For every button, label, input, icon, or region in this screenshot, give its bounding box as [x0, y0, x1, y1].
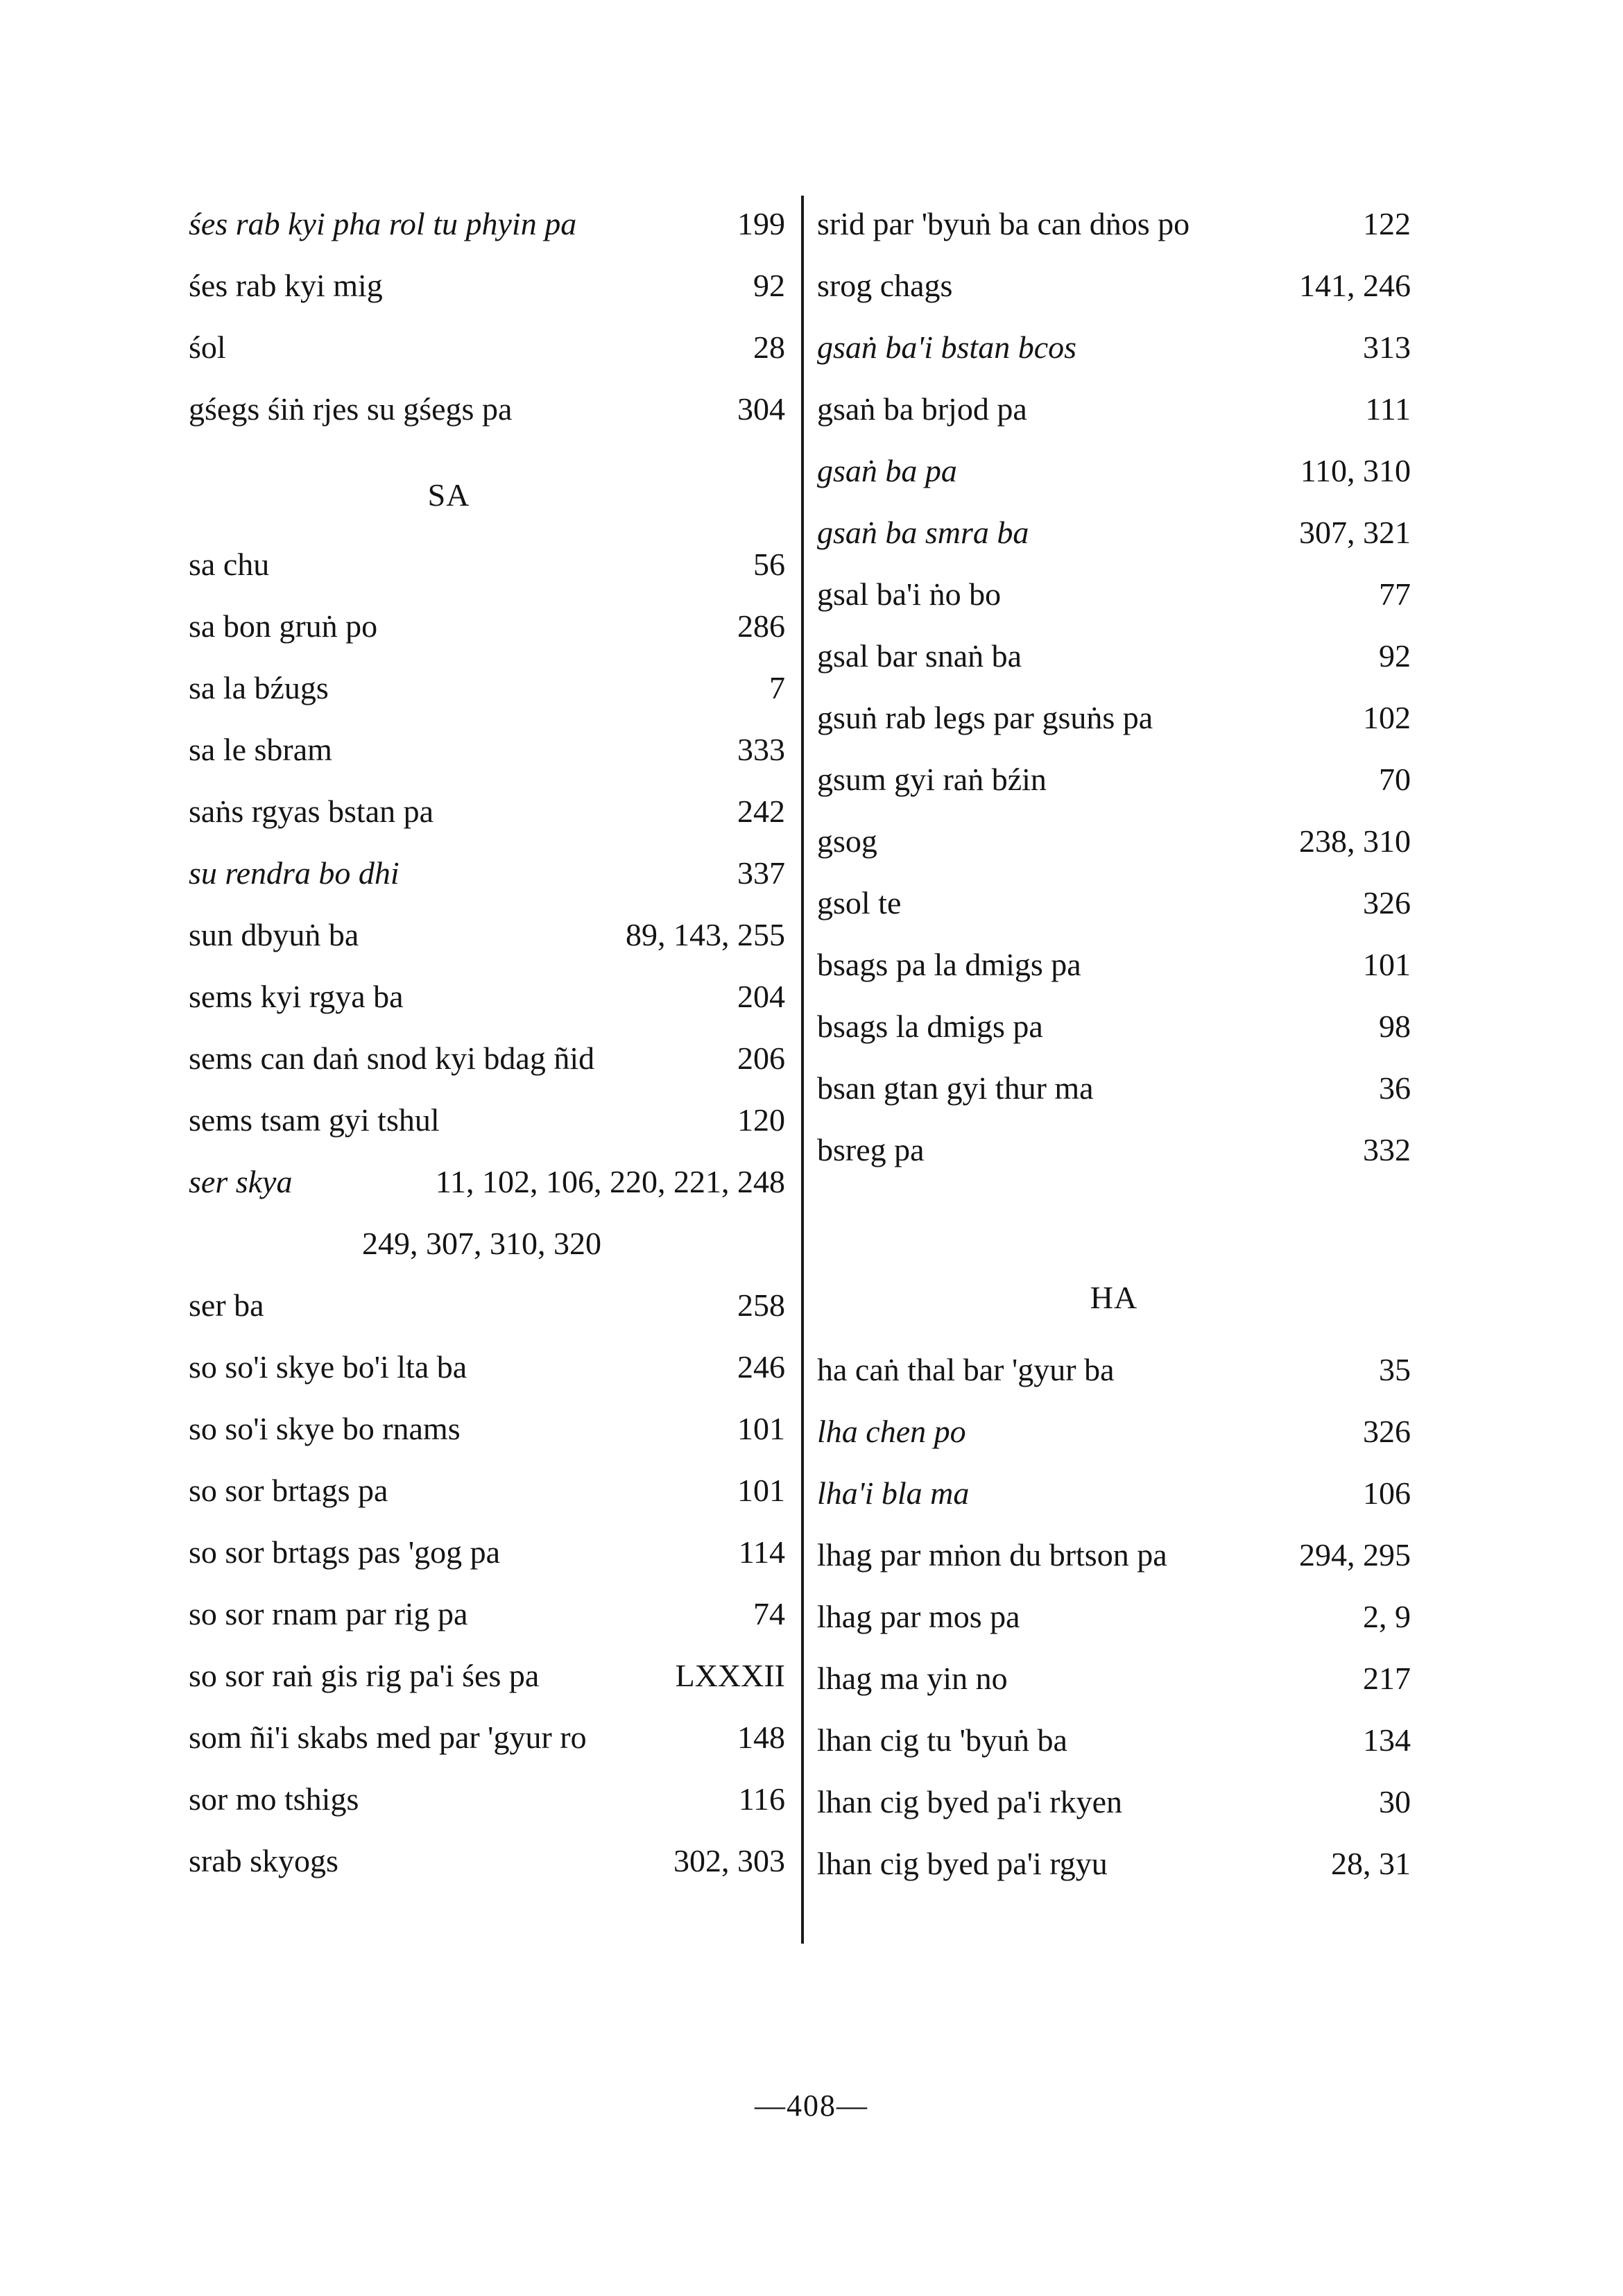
- index-entry: [189, 657, 785, 719]
- index-term: gsog: [817, 823, 877, 859]
- index-pages: 286: [737, 608, 785, 644]
- index-term: ser skya: [189, 1164, 293, 1199]
- index-term: so sor rnam par rig pa: [189, 1596, 468, 1631]
- index-entry: [817, 1400, 1411, 1462]
- index-pages: 114: [738, 1534, 785, 1570]
- left-top-entries: [189, 193, 785, 440]
- index-pages: 106: [1363, 1475, 1411, 1511]
- index-pages: 238, 310: [1299, 823, 1411, 859]
- index-pages: 56: [753, 547, 785, 582]
- index-pages: 258: [737, 1287, 785, 1323]
- index-pages: 337: [737, 855, 785, 891]
- index-pages: LXXXII: [675, 1658, 785, 1693]
- index-entry: [817, 563, 1411, 625]
- index-pages: 2, 9: [1363, 1599, 1411, 1634]
- index-entry: [189, 1089, 785, 1151]
- index-term: gsal bar snaṅ ba: [817, 638, 1022, 674]
- index-entry: [189, 1336, 785, 1398]
- index-pages: 204: [737, 979, 785, 1014]
- index-entry: [817, 255, 1411, 316]
- index-entry: [817, 1586, 1411, 1647]
- index-pages: 102: [1363, 700, 1411, 735]
- index-pages: 111: [1365, 391, 1411, 427]
- index-term: lha'i bla ma: [817, 1475, 970, 1511]
- index-term: som ñi'i skabs med par 'gyur ro: [189, 1720, 587, 1755]
- index-pages: 74: [753, 1596, 785, 1631]
- index-entry: [189, 966, 785, 1027]
- index-term: bsreg pa: [817, 1132, 925, 1167]
- index-entry: [189, 1398, 785, 1459]
- index-entry: [189, 1521, 785, 1583]
- left-column: [189, 193, 785, 1892]
- index-pages: 333: [737, 732, 785, 767]
- index-term: lhag ma yin no: [817, 1661, 1008, 1696]
- index-entry: [189, 842, 785, 904]
- right-top-entries: [817, 193, 1411, 1181]
- index-entry: [189, 533, 785, 595]
- index-term: so so'i skye bo'i lta ba: [189, 1349, 467, 1385]
- index-entry: [817, 1647, 1411, 1709]
- index-pages: 246: [737, 1349, 785, 1385]
- index-pages: 92: [753, 268, 785, 303]
- index-entry: [817, 1339, 1411, 1400]
- index-pages: 313: [1363, 329, 1411, 365]
- index-pages: 28: [753, 329, 785, 365]
- index-term: gsaṅ ba brjod pa: [817, 391, 1027, 427]
- index-pages: 217: [1363, 1661, 1411, 1696]
- index-entry: [189, 780, 785, 842]
- index-term: lhag par mṅon du brtson pa: [817, 1537, 1167, 1573]
- index-pages: 307, 321: [1299, 515, 1411, 550]
- index-entry: [817, 687, 1411, 748]
- index-term: ser ba: [189, 1287, 264, 1323]
- index-entry: [189, 595, 785, 657]
- index-term: bsags pa la dmigs pa: [817, 947, 1081, 982]
- index-pages: 326: [1363, 1414, 1411, 1449]
- index-term: gsum gyi raṅ bźin: [817, 762, 1047, 797]
- index-term: bsags la dmigs pa: [817, 1009, 1043, 1044]
- index-pages: 141, 246: [1299, 268, 1411, 303]
- index-entry: [817, 440, 1411, 502]
- index-term: gsuṅ rab legs par gsuṅs pa: [817, 700, 1153, 735]
- index-term: srog chags: [817, 268, 953, 303]
- index-pages: 35: [1379, 1352, 1411, 1387]
- index-entry: [817, 625, 1411, 687]
- index-term: srab skyogs: [189, 1843, 338, 1878]
- section-heading-sa: SA: [427, 477, 470, 513]
- index-entry: [189, 193, 785, 255]
- index-entry: [817, 1462, 1411, 1524]
- index-pages: 206: [737, 1040, 785, 1076]
- index-term: sems can daṅ snod kyi bdag ñid: [189, 1040, 595, 1076]
- index-pages: 304: [737, 391, 785, 427]
- right-column: [817, 193, 1411, 1894]
- index-pages: 7: [769, 670, 785, 705]
- sa-entries: [189, 533, 785, 1151]
- column-divider: [801, 196, 804, 1944]
- index-entry: [817, 1524, 1411, 1586]
- index-term: sor mo tshigs: [189, 1781, 359, 1817]
- index-entry: [817, 810, 1411, 872]
- index-term: lhan cig byed pa'i rgyu: [817, 1846, 1108, 1881]
- index-entry: [189, 1459, 785, 1521]
- page-number: —408—: [755, 2089, 868, 2123]
- index-entry: [817, 1833, 1411, 1894]
- index-term: śes rab kyi pha rol tu phyin pa: [189, 206, 577, 241]
- index-entry: [817, 748, 1411, 810]
- index-pages: 134: [1363, 1722, 1411, 1758]
- left-more-entries: [189, 1274, 785, 1892]
- index-pages: 110, 310: [1300, 453, 1411, 488]
- index-entry: [189, 1768, 785, 1830]
- index-pages: 30: [1379, 1784, 1411, 1819]
- index-entry: [189, 255, 785, 316]
- index-entry: [189, 1830, 785, 1892]
- index-term: ha caṅ thal bar 'gyur ba: [817, 1352, 1115, 1387]
- index-term: so sor raṅ gis rig pa'i śes pa: [189, 1658, 540, 1693]
- index-entry: [189, 1583, 785, 1645]
- index-pages: 116: [738, 1781, 785, 1817]
- index-pages: 326: [1363, 885, 1411, 920]
- index-entry: [817, 502, 1411, 563]
- index-entry: [189, 719, 785, 780]
- index-term: gśegs śiṅ rjes su gśegs pa: [189, 391, 513, 427]
- index-term: sems kyi rgya ba: [189, 979, 404, 1014]
- index-pages: 89, 143, 255: [626, 917, 785, 952]
- index-term: śol: [189, 329, 226, 365]
- index-entry: [817, 872, 1411, 934]
- index-pages-continuation: 249, 307, 310, 320: [362, 1226, 601, 1261]
- index-term: so sor brtags pa: [189, 1473, 388, 1508]
- index-pages: 101: [737, 1473, 785, 1508]
- index-entry: [817, 1709, 1411, 1771]
- index-entry: [189, 1706, 785, 1768]
- index-term: sa chu: [189, 547, 270, 582]
- index-term: sun dbyuṅ ba: [189, 917, 359, 952]
- index-pages: 98: [1379, 1009, 1411, 1044]
- index-term: su rendra bo dhi: [189, 855, 400, 891]
- index-pages: 294, 295: [1299, 1537, 1411, 1573]
- index-entry: [817, 1119, 1411, 1181]
- index-pages: 332: [1363, 1132, 1411, 1167]
- index-term: saṅs rgyas bstan pa: [189, 794, 434, 829]
- index-entry: [189, 1274, 785, 1336]
- index-term: so sor brtags pas 'gog pa: [189, 1534, 501, 1570]
- index-term: srid par 'byuṅ ba can dṅos po: [817, 206, 1190, 241]
- index-entry: [817, 1057, 1411, 1119]
- index-entry: [817, 316, 1411, 378]
- index-term: sems tsam gyi tshul: [189, 1102, 440, 1138]
- index-term: lha chen po: [817, 1414, 966, 1449]
- index-term: lhan cig tu 'byuṅ ba: [817, 1722, 1067, 1758]
- section-heading-ha: HA: [1090, 1280, 1138, 1315]
- index-term: bsan gtan gyi thur ma: [817, 1070, 1094, 1106]
- index-term: sa bon gruṅ po: [189, 608, 378, 644]
- index-entry-ser-skya: [189, 1151, 785, 1213]
- index-pages: 242: [737, 794, 785, 829]
- index-entry: [817, 193, 1411, 255]
- index-pages: 77: [1379, 576, 1411, 612]
- index-entry: [189, 378, 785, 440]
- index-term: gsaṅ ba smra ba: [817, 515, 1029, 550]
- index-term: śes rab kyi mig: [189, 268, 383, 303]
- index-pages: 302, 303: [673, 1843, 785, 1878]
- index-term: gsol te: [817, 885, 902, 920]
- index-term: sa le sbram: [189, 732, 332, 767]
- index-entry: [189, 904, 785, 966]
- index-term: gsaṅ ba'i bstan bcos: [817, 329, 1077, 365]
- index-pages: 92: [1379, 638, 1411, 674]
- index-pages: 122: [1363, 206, 1411, 241]
- index-pages: 101: [1363, 947, 1411, 982]
- index-term: lhan cig byed pa'i rkyen: [817, 1784, 1123, 1819]
- index-entry: [817, 1771, 1411, 1833]
- index-pages: 101: [737, 1411, 785, 1446]
- index-term: so so'i skye bo rnams: [189, 1411, 461, 1446]
- index-pages: 199: [737, 206, 785, 241]
- index-entry: [817, 995, 1411, 1057]
- index-pages: 36: [1379, 1070, 1411, 1106]
- ha-entries: [817, 1339, 1411, 1894]
- index-term: lhag par mos pa: [817, 1599, 1020, 1634]
- index-entry: [189, 316, 785, 378]
- index-pages: 148: [737, 1720, 785, 1755]
- index-entry: [817, 378, 1411, 440]
- index-pages: 28, 31: [1331, 1846, 1411, 1881]
- index-term: sa la bźugs: [189, 670, 329, 705]
- index-entry: [189, 1645, 785, 1706]
- index-term: gsaṅ ba pa: [817, 453, 957, 488]
- index-pages: 11, 102, 106, 220, 221, 248: [435, 1164, 785, 1199]
- index-entry: [817, 934, 1411, 995]
- index-entry: [189, 1027, 785, 1089]
- index-pages: 70: [1379, 762, 1411, 797]
- index-term: gsal ba'i ṅo bo: [817, 576, 1002, 612]
- index-pages: 120: [737, 1102, 785, 1138]
